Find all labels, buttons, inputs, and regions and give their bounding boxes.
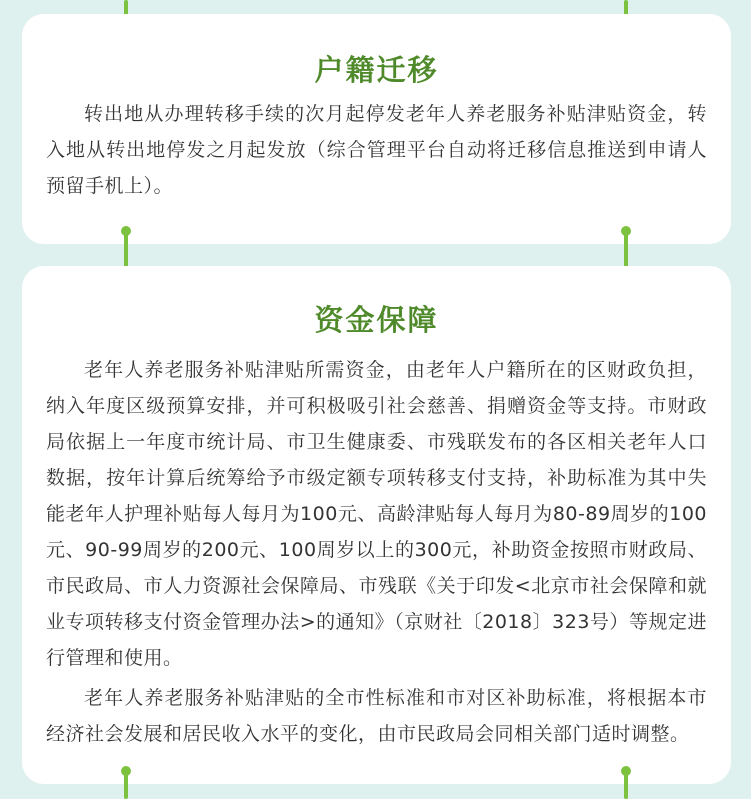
section-card-funding-guarantee	[22, 266, 731, 784]
section-title: 资金保障	[314, 303, 439, 337]
paragraph: 老年人养老服务补贴津贴所需资金，由老年人户籍所在的区财政负担，纳入年度区级预算安排，并可积极吸引社会慈善、捐赠资金等支持。市财政局依据上一年度市统计局、市卫生健康委、市残联发布的各区相关老年人口数据，按年计算后统筹给予市级定额专项转移支付支持，补助标准为其中失能老年人护理补贴每人每月为100元、高龄津贴每人每月为80-89周岁的100元、90-99周岁的200元、100周岁以上的300元，补助资金按照市财政局、市民政局、市人力资源社会保障局、市残联《关于印发<北京市社会保障和就业专项转移支付资金管理办法>的通知》（京财社〔2018〕323号）等规定进行管理和使用。	[46, 359, 707, 669]
paragraph: 转出地从办理转移手续的次月起停发老年人养老服务补贴津贴资金，转入地从转出地停发之月起发放（综合管理平台自动将迁移信息推送到申请人预留手机上）。	[46, 103, 707, 197]
section-title: 户籍迁移	[314, 53, 439, 87]
connector-pin	[121, 766, 131, 797]
section-card-household-transfer	[22, 14, 731, 244]
section-body	[22, 96, 731, 204]
paragraph: 老年人养老服务补贴津贴的全市性标准和市对区补助标准，将根据本市经济社会发展和居民收入水平的变化，由市民政局会同相关部门适时调整。	[46, 687, 707, 745]
section-body	[22, 352, 731, 752]
connector-pin	[621, 766, 631, 797]
